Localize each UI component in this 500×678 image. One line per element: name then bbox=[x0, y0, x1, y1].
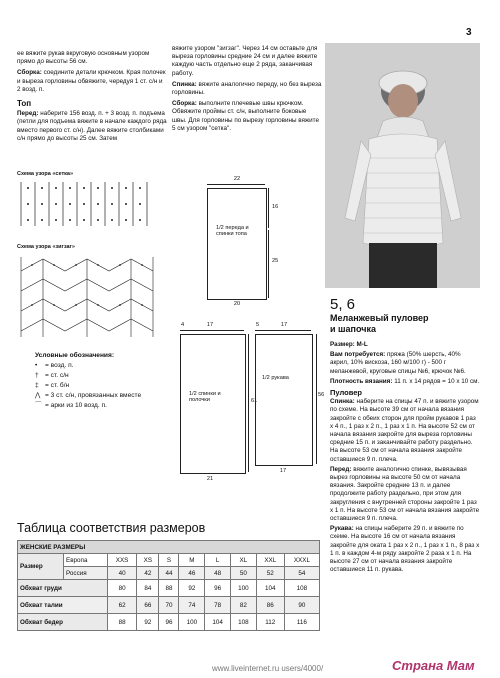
size-table bbox=[17, 540, 320, 631]
zigzag-scheme-title: Схема узора «зигзаг» bbox=[17, 244, 75, 250]
table-cell: 48 bbox=[205, 567, 231, 580]
table-cell: XXL bbox=[256, 554, 284, 567]
page-number: 3 bbox=[466, 27, 472, 38]
table-cell: 44 bbox=[159, 567, 179, 580]
dim-width: 17 bbox=[280, 322, 288, 328]
dim-line bbox=[255, 330, 311, 331]
table-cell: 96 bbox=[159, 614, 179, 631]
table-cell: 90 bbox=[284, 597, 319, 614]
section-heading: Пуловер bbox=[330, 388, 362, 398]
piece-label: 1/2 переда и спинки топа bbox=[216, 225, 249, 238]
dim-offset: 4 bbox=[181, 322, 185, 328]
legend-text: = арки из 10 возд. п. bbox=[45, 402, 107, 409]
table-cell: 88 bbox=[159, 580, 179, 597]
size-table-band: ЖЕНСКИЕ РАЗМЕРЫ bbox=[18, 541, 320, 554]
table-cell: 50 bbox=[230, 567, 256, 580]
legend-item bbox=[35, 381, 175, 391]
text-paragraph: ее вяжите рукав вкруговую основным узором прямо до высоты 56 см. bbox=[17, 50, 150, 66]
row-label: Обхват груди bbox=[18, 580, 108, 597]
table-cell: 62 bbox=[107, 597, 136, 614]
size-label: Размер bbox=[18, 554, 64, 580]
table-cell: 66 bbox=[137, 597, 159, 614]
row-label: Обхват талии bbox=[18, 597, 108, 614]
region-europe: Европа bbox=[64, 554, 108, 567]
dim-line bbox=[316, 334, 317, 464]
text: пряжа (50% шерсть, 40% акрил, 10% вискоза, 160 м/100 г) - 500 г меланжевой, круговые спицы №6, крючок №6. bbox=[330, 351, 466, 375]
column-2 bbox=[172, 45, 322, 133]
label: Плотность вязания: bbox=[330, 377, 393, 385]
legend-item bbox=[35, 371, 175, 381]
table-cell: XS bbox=[137, 554, 159, 567]
table-cell: 112 bbox=[256, 614, 284, 631]
table-cell: 100 bbox=[179, 614, 205, 631]
materials bbox=[330, 351, 480, 376]
table-cell: XL bbox=[230, 554, 256, 567]
section-heading: Топ bbox=[17, 99, 32, 109]
dim-width: 17 bbox=[206, 322, 214, 328]
label: Сборка: bbox=[17, 69, 42, 77]
size-value: M-L bbox=[356, 341, 368, 348]
table-cell: 104 bbox=[205, 614, 231, 631]
text-paragraph: вяжите узором "зигзаг". Через 14 см оставьте для выреза горловины средние 24 см и далее вяжите каждую часть отдельно еще 2 ряда, заканчивая работу. bbox=[172, 45, 318, 77]
dim-height: 61 bbox=[251, 398, 258, 404]
label: Спинка: bbox=[330, 398, 355, 406]
legend-text: = 3 ст. с/н, провязанных вместе bbox=[45, 392, 142, 399]
dim-line bbox=[268, 188, 269, 228]
sleeve-pattern-piece bbox=[255, 334, 313, 466]
piece-label: 1/2 рукава bbox=[262, 375, 289, 381]
text: соедините детали крючком. Края полочек и выреза горловины обвяжите, чередуя 1 ст. с/н и 2 возд. п. bbox=[17, 69, 166, 93]
zigzag-scheme-chart bbox=[17, 251, 157, 343]
text-paragraph bbox=[17, 110, 167, 143]
text: наберите 156 возд. п. + 3 возд. п. подъема (петли для подъема вяжите в начале каждого ряда вместо первого ст. с/н). Далее вяжите столбиками с/н прямо до высоты 25 см. Затем bbox=[17, 110, 167, 142]
table-cell: 96 bbox=[205, 580, 231, 597]
table-cell: 104 bbox=[256, 580, 284, 597]
table-cell: 88 bbox=[107, 614, 136, 631]
dim-height-2: 25 bbox=[272, 258, 279, 264]
top-pattern-piece bbox=[207, 188, 267, 300]
legend-item bbox=[35, 401, 175, 411]
table-cell: 52 bbox=[256, 567, 284, 580]
table-cell: 86 bbox=[256, 597, 284, 614]
table-cell: 100 bbox=[230, 580, 256, 597]
project-number: 5, 6 bbox=[330, 296, 356, 313]
table-cell: S bbox=[159, 554, 179, 567]
text: наберите на спицы 47 п. и вяжите узором по схеме. На высоте 39 см от начала вязания закройте с обеих сторон для пройм рукавов 1 раз x 4 п., 1 раз x 2 п., 1 раз x 1 п. На высоте 52 см от начала вязания закройте для выреза горловины средние 15 п. и заканчивайте работу раздельно. На высоте 53 см от начала вязания закройте оставшиеся 9 п. плеча. bbox=[330, 398, 479, 463]
text: на спицы наберите 29 п. и вяжите по схеме. На высоте 16 см от начала вязания закройте для оката 1 раз x 2 п., 1 раз x 1 п., 8 раз x 1 п. в каждом 4-м ряду закройте 2 раза x 1 п. На высоте 27 см от начала вязания закройте оставшиеся 11 п. рукава. bbox=[330, 525, 480, 574]
table-cell: 92 bbox=[137, 614, 159, 631]
text: вяжите аналогично спинке, вывязывая вырез горловины на высоте 50 см от начала вязания. Закройте средние 13 п. и далее продолжите работу раздельно, при этом для закругления с внутренней стороны закройте 1 раз x 1 п. На высоте 53 см от начала вязания закройте оставшиеся 9 п. плеча. bbox=[330, 465, 480, 523]
table-cell: 46 bbox=[179, 567, 205, 580]
text-paragraph bbox=[17, 69, 167, 94]
table-cell: 108 bbox=[284, 580, 319, 597]
dim-line bbox=[207, 184, 265, 185]
front-instructions bbox=[330, 466, 480, 523]
dim-bottom: 17 bbox=[279, 468, 287, 474]
table-cell: 84 bbox=[137, 580, 159, 597]
model-photo bbox=[325, 43, 480, 288]
label: Перед: bbox=[330, 465, 352, 473]
legend bbox=[35, 351, 175, 411]
label: Сборка: bbox=[172, 100, 197, 108]
column-1 bbox=[17, 50, 167, 143]
legend-text: = ст. б/н bbox=[45, 382, 70, 389]
back-instructions bbox=[330, 398, 480, 464]
mesh-scheme-chart bbox=[17, 178, 157, 230]
site-logo: Страна Мам bbox=[392, 658, 475, 673]
table-cell: 70 bbox=[159, 597, 179, 614]
size-table-title: Таблица соответствия размеров bbox=[17, 521, 206, 535]
dim-height: 56 bbox=[318, 392, 325, 398]
table-cell: 92 bbox=[179, 580, 205, 597]
text: выполните плечевые швы крючком. Обвяжите проймы ст. с/н, выполните боковые швы. Для горловины по вырезу горловины вяжите 5 см узором "сетка". bbox=[172, 100, 319, 132]
project-header bbox=[330, 296, 480, 334]
dim-offset: 5 bbox=[256, 322, 260, 328]
label: Рукава: bbox=[330, 525, 354, 533]
dim-line bbox=[268, 230, 269, 298]
table-cell: 40 bbox=[107, 567, 136, 580]
table-cell: 74 bbox=[179, 597, 205, 614]
label: Вам потребуется: bbox=[330, 351, 386, 359]
legend-item bbox=[35, 361, 175, 371]
body-pattern-piece bbox=[180, 334, 246, 474]
region-russia: Россия bbox=[64, 567, 108, 580]
table-cell: XXS bbox=[107, 554, 136, 567]
label: Перед: bbox=[17, 110, 39, 118]
chain-stitch-icon: • bbox=[35, 362, 38, 369]
label: Спинка: bbox=[172, 80, 197, 88]
single-crochet-icon: ‡ bbox=[35, 382, 39, 389]
table-cell: 80 bbox=[107, 580, 136, 597]
table-cell: 116 bbox=[284, 614, 319, 631]
label: Размер: bbox=[330, 341, 355, 348]
legend-text: = ст. с/н bbox=[45, 372, 69, 379]
table-cell: 108 bbox=[230, 614, 256, 631]
sleeve-instructions bbox=[330, 525, 480, 574]
text-paragraph bbox=[172, 100, 322, 133]
legend-text: = возд. п. bbox=[45, 362, 74, 369]
dim-width: 22 bbox=[233, 176, 241, 182]
table-cell: M bbox=[179, 554, 205, 567]
dim-line bbox=[248, 334, 249, 472]
dim-height-1: 16 bbox=[272, 204, 279, 210]
project-title: Меланжевый пуловер и шапочка bbox=[330, 313, 429, 334]
legend-title: Условные обозначения: bbox=[35, 352, 115, 359]
table-cell: L bbox=[205, 554, 231, 567]
text: 11 п. x 14 рядов = 10 x 10 см. bbox=[394, 377, 480, 385]
table-cell: 78 bbox=[205, 597, 231, 614]
density bbox=[330, 378, 480, 386]
project-details bbox=[330, 341, 480, 574]
size-line bbox=[330, 341, 480, 349]
dim-bottom: 20 bbox=[233, 301, 241, 307]
dim-bottom: 21 bbox=[206, 476, 214, 482]
text: вяжите аналогично переду, но без выреза горловины. bbox=[172, 80, 322, 97]
piece-label: 1/2 спинки и полочки bbox=[189, 391, 221, 404]
arch-icon: ⌒ bbox=[35, 402, 42, 409]
cluster-icon: ⋀ bbox=[35, 392, 41, 399]
text-paragraph bbox=[172, 81, 322, 97]
mesh-scheme-title: Схема узора «сетка» bbox=[17, 171, 74, 177]
table-cell: XXXL bbox=[284, 554, 319, 567]
table-cell: 42 bbox=[137, 567, 159, 580]
table-cell: 82 bbox=[230, 597, 256, 614]
table-cell: 54 bbox=[284, 567, 319, 580]
dim-line bbox=[180, 330, 244, 331]
double-crochet-icon: † bbox=[35, 372, 39, 379]
row-label: Обхват бедер bbox=[18, 614, 108, 631]
model-illustration bbox=[325, 43, 480, 288]
watermark: www.liveinternet.ru users/4000/ bbox=[212, 664, 324, 673]
legend-item bbox=[35, 391, 175, 401]
